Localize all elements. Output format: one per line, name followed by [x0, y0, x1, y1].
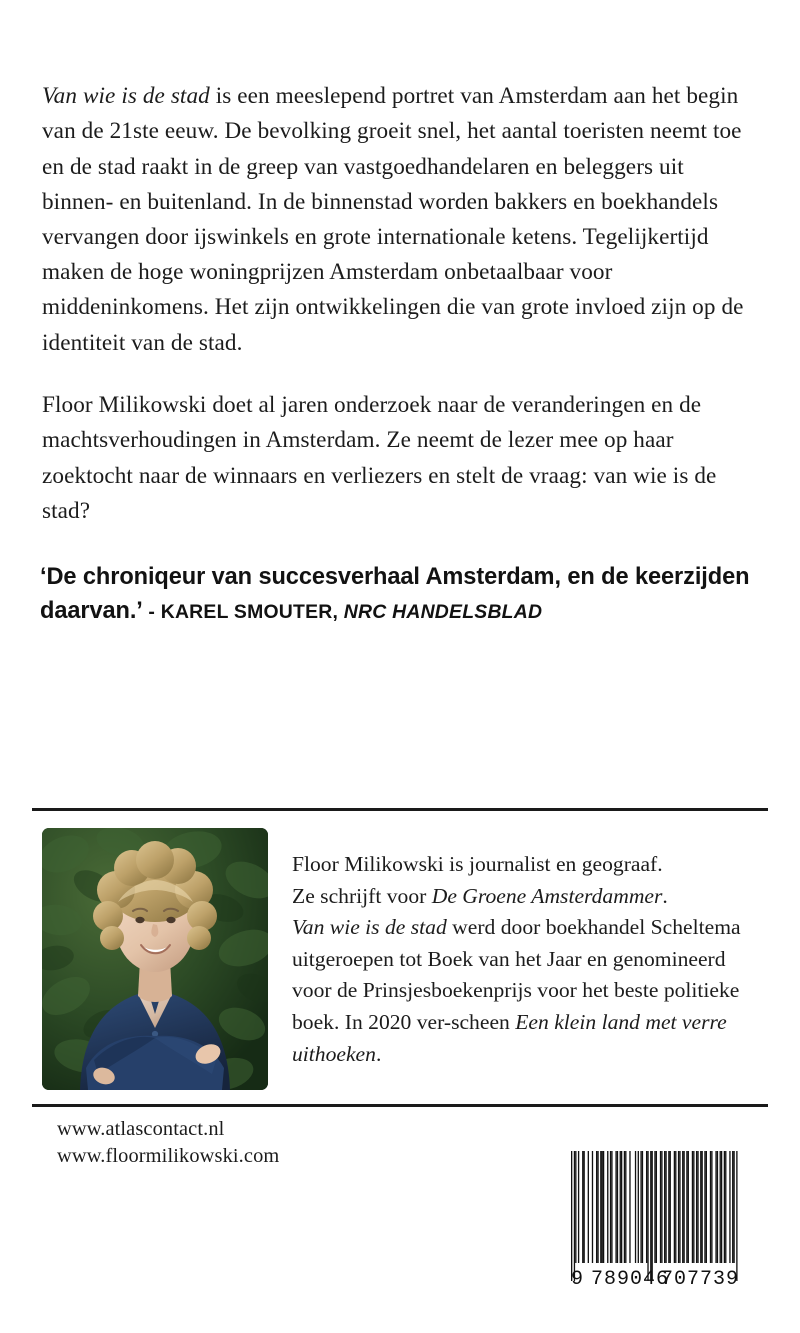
- bio-line-2-post: .: [662, 883, 668, 908]
- barcode-right-group: 707739: [661, 1268, 740, 1289]
- pull-quote-dash: -: [142, 601, 161, 623]
- author-bio: [292, 849, 748, 1070]
- bio-magazine-title: De Groene Amsterdammer: [431, 883, 663, 908]
- book-title-italic: Van wie is de stad: [42, 83, 210, 110]
- footer-urls: [57, 1116, 279, 1170]
- author-portrait-illustration: [42, 828, 268, 1090]
- blurb-paragraph-2-body: Floor Milikowski doet al jaren onderzoek naar de veranderingen en de machtsverhoudingen in Amsterdam. Ze neemt de lezer mee op haar zoektocht naar de winnaars en verliezers en stelt de vraag: van wie is de stad?: [42, 392, 717, 524]
- bio-book-title: Van wie is de stad: [292, 915, 447, 940]
- isbn-barcode-graphic: [565, 1147, 745, 1289]
- pull-quote-text: ‘De chroniqeur van succesverhaal Amsterdam, en de keerzijden daarvan.’: [40, 564, 750, 624]
- bio-line-1: Floor Milikowski is journalist en geograaf.: [292, 852, 663, 876]
- pull-quote: [40, 560, 752, 629]
- author-portrait-photo: [42, 828, 268, 1090]
- divider-above-footer: [32, 1104, 768, 1107]
- blurb-paragraph-2: [42, 388, 746, 529]
- blurb-paragraph-1: [42, 79, 746, 361]
- publisher-url-link[interactable]: www.atlascontact.nl: [57, 1118, 225, 1140]
- bio-second-book-title: Een klein land met verre uithoeken: [292, 1009, 727, 1066]
- author-url-link[interactable]: www.floormilikowski.com: [57, 1145, 280, 1167]
- bio-line-3-post: werd door boekhandel Scheltema uitgeroepen tot Boek van het Jaar en genomineerd voor de Prinsjesboekenprijs voor het beste politieke boek. In 2020 ver-scheen: [292, 915, 741, 1034]
- bio-line-4-post: .: [375, 1041, 382, 1066]
- barcode-lead-digit: 9: [571, 1268, 584, 1289]
- pull-quote-attribution: [143, 601, 542, 623]
- isbn-barcode: [565, 1147, 745, 1289]
- pull-quote-author: KAREL SMOUTER,: [160, 601, 339, 623]
- pull-quote-publication: NRC HANDELSBLAD: [343, 601, 543, 623]
- barcode-left-group: 789046: [591, 1268, 670, 1289]
- divider-above-author: [32, 808, 768, 811]
- blurb-paragraph-1-body: is een meeslepend portret van Amsterdam aan het begin van de 21ste eeuw. De bevolking groeit snel, het aantal toeristen neemt toe en de stad raakt in de greep van vastgoedhandelaren en beleggers uit binnen- en buitenland. In de binnenstad worden bakkers en boekhandels vervangen door ijswinkels en grote internationale ketens. Tegelijkertijd maken de hoge woningprijzen Amsterdam onbetaalbaar voor middeninkomens. Het zijn ontwikkelingen die van grote invloed zijn op de identiteit van de stad.: [42, 83, 744, 356]
- bio-line-2-pre: Ze schrijft voor: [292, 883, 432, 908]
